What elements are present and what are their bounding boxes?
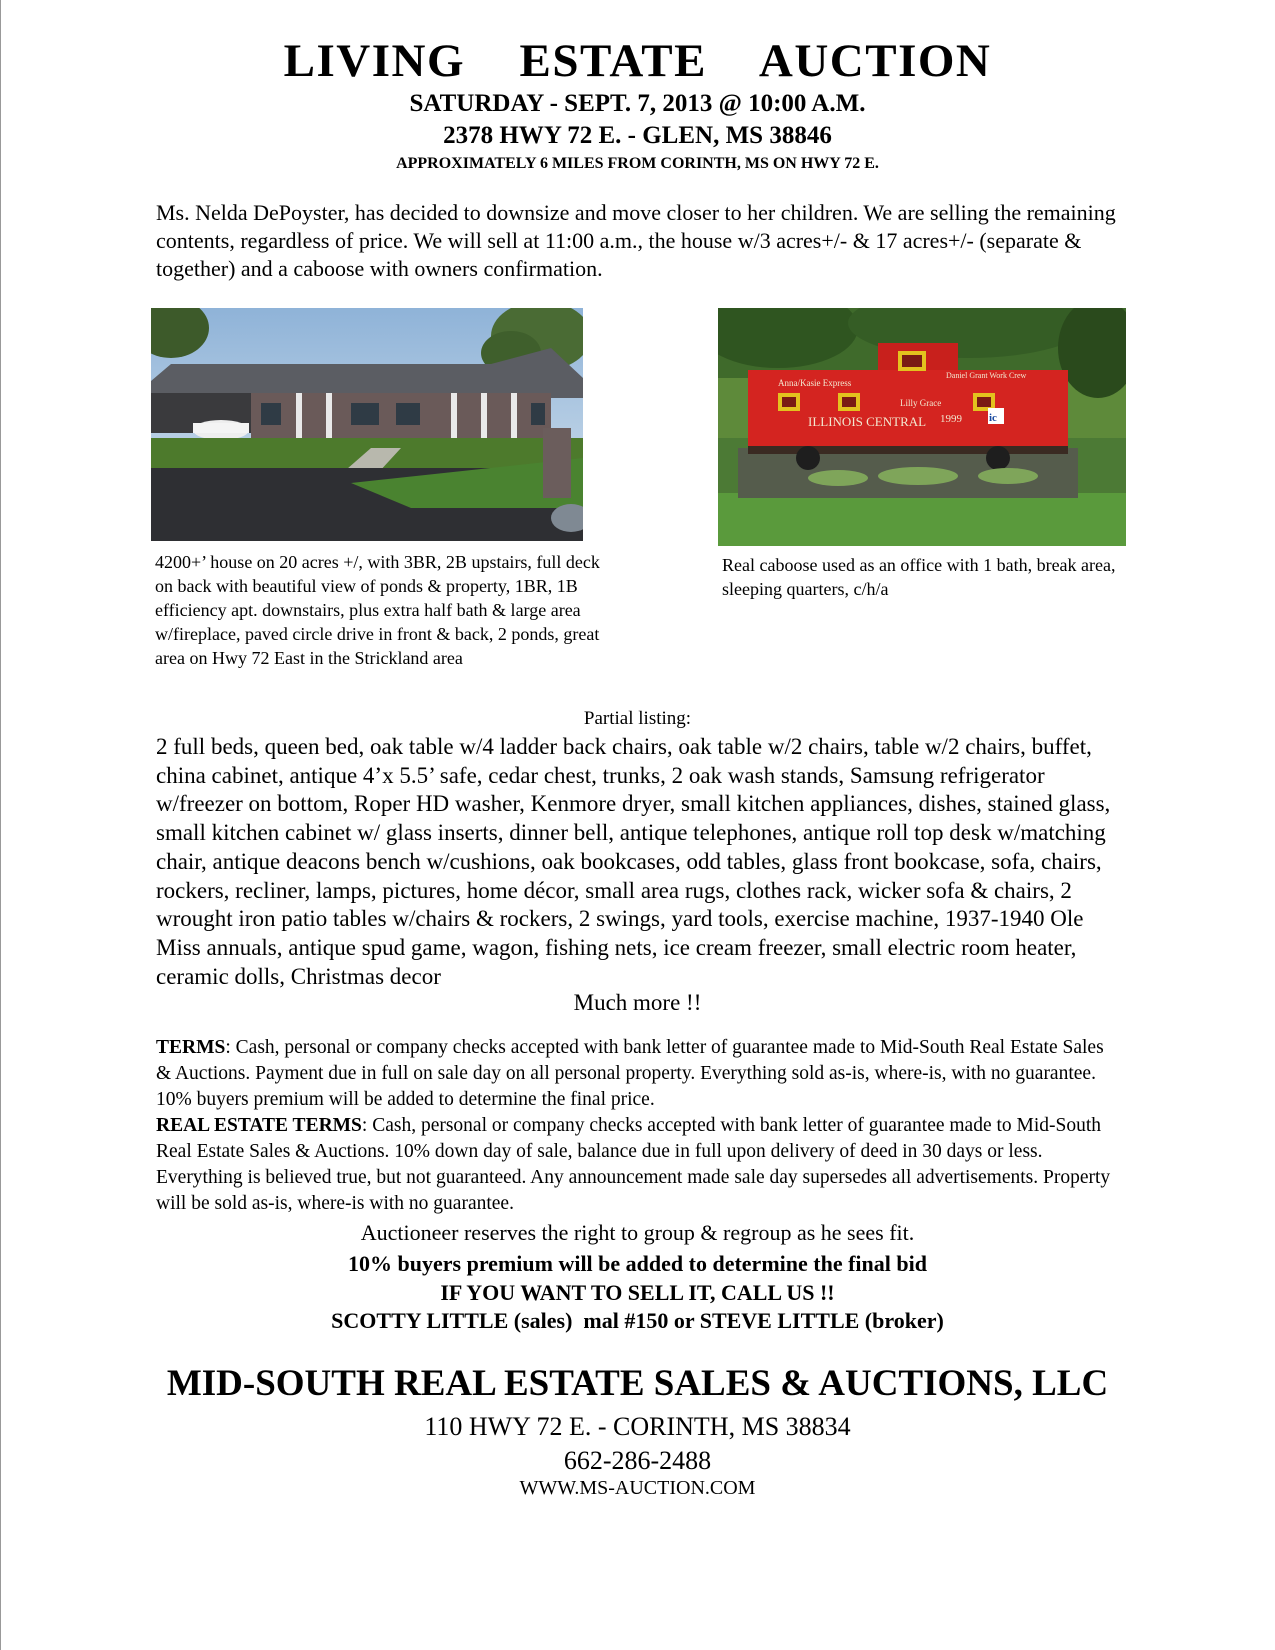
caboose-label-daniel: Daniel Grant Work Crew <box>946 371 1027 380</box>
intro-paragraph: Ms. Nelda DePoyster, has decided to downsize and move closer to her children. We are selling the remaining contents, regardless of price. We will sell at 11:00 a.m., the house w/3 acres+/- & 17 acres+/- (separate & together) and a caboose with owners confirmation. <box>156 200 1116 281</box>
company-name: MID-SOUTH REAL ESTATE SALES & AUCTIONS, LLC <box>166 1363 1109 1404</box>
call-us-note: IF YOU WANT TO SELL IT, CALL US !! <box>440 1279 835 1305</box>
partial-listing-label: Partial listing: <box>583 708 692 729</box>
auctioneer-reserves: Auctioneer reserves the right to group & regroup as he sees fit. <box>360 1220 915 1245</box>
terms-label: TERMS <box>156 1037 226 1058</box>
caboose-caption: Real caboose used as an office with 1 bath, break area, sleeping quarters, c/h/a <box>722 555 1116 599</box>
house-photo <box>151 308 583 541</box>
terms-section <box>156 1035 1116 1217</box>
real-estate-terms-label: REAL ESTATE TERMS <box>156 1115 362 1136</box>
buyers-premium-note: 10% buyers premium will be added to determine the final bid <box>348 1251 927 1276</box>
caboose-label-anna: Anna/Kasie Express <box>778 378 852 388</box>
caboose-label-year: 1999 <box>940 413 962 425</box>
contacts-note: SCOTTY LITTLE (sales) mal #150 or STEVE LITTLE (broker) <box>331 1308 944 1333</box>
company-address: 110 HWY 72 E. - CORINTH, MS 38834 <box>424 1412 851 1441</box>
auction-title: LIVING ESTATE AUCTION <box>283 35 992 87</box>
caboose-label-ic: ic <box>989 412 997 424</box>
real-estate-terms-text: : Cash, personal or company checks accepted with bank letter of guarantee made to Mid-South Real Estate Sales & Auctions. 10% down day of sale, balance due in full upon delivery of deed in 30 days or less. Everything is believed true, but not guaranteed. Any announcement made sale day supersedes all advertisements. Property will be sold as-is, where-is with no guarantee. <box>156 1115 1111 1214</box>
caboose-label-lilly: Lilly Grace <box>900 398 942 408</box>
auction-directions: APPROXIMATELY 6 MILES FROM CORINTH, MS ON HWY 72 E. <box>396 155 879 172</box>
caboose-photo <box>718 308 1126 546</box>
company-phone: 662-286-2488 <box>563 1446 712 1475</box>
company-website: WWW.MS-AUCTION.COM <box>519 1477 756 1499</box>
terms-text: : Cash, personal or company checks accepted with bank letter of guarantee made to Mid-South Real Estate Sales & Auctions. Payment due in full on sale day on all personal property. Everything sold as-is, where-is, with no guarantee. 10% buyers premium will be added to determine the final price. <box>156 1037 1104 1110</box>
caboose-label-illinois: ILLINOIS CENTRAL <box>808 414 927 429</box>
house-caption: 4200+’ house on 20 acres +/, with 3BR, 2B upstairs, full deck on back with beautiful view of ponds & property, 1BR, 1B efficiency apt. downstairs, plus extra half bath & large area w/fireplace, paved circle drive in front & back, 2 ponds, great area on Hwy 72 East in the Strickland area <box>155 552 600 668</box>
auction-address: 2378 HWY 72 E. - GLEN, MS 38846 <box>443 122 832 149</box>
closing-bold-lines <box>0 1250 1275 1336</box>
partial-listing-text: 2 full beds, queen bed, oak table w/4 ladder back chairs, oak table w/2 chairs, table w/2 chairs, buffet, china cabinet, antique 4’x 5.5’ safe, cedar chest, trunks, 2 oak wash stands, Samsung refrigerator w/freezer on bottom, Roper HD washer, Kenmore dryer, small kitchen appliances, dishes, stained glass, small kitchen cabinet w/ glass inserts, dinner bell, antique telephones, antique roll top desk w/matching chair, antique deacons bench w/cushions, oak bookcases, odd tables, glass front bookcase, sofa, chairs, rockers, recliner, lamps, pictures, home décor, small area rugs, clothes rack, wicker sofa & chairs, 2 wrought iron patio tables w/chairs & rockers, 2 swings, yard tools, exercise machine, 1937-1940 Ole Miss annuals, antique spud game, wagon, fishing nets, ice cream freezer, small electric room heater, ceramic dolls, Christmas decor <box>156 734 1111 989</box>
much-more-text: Much more !! <box>573 990 702 1015</box>
auction-date: SATURDAY - SEPT. 7, 2013 @ 10:00 A.M. <box>409 90 866 117</box>
